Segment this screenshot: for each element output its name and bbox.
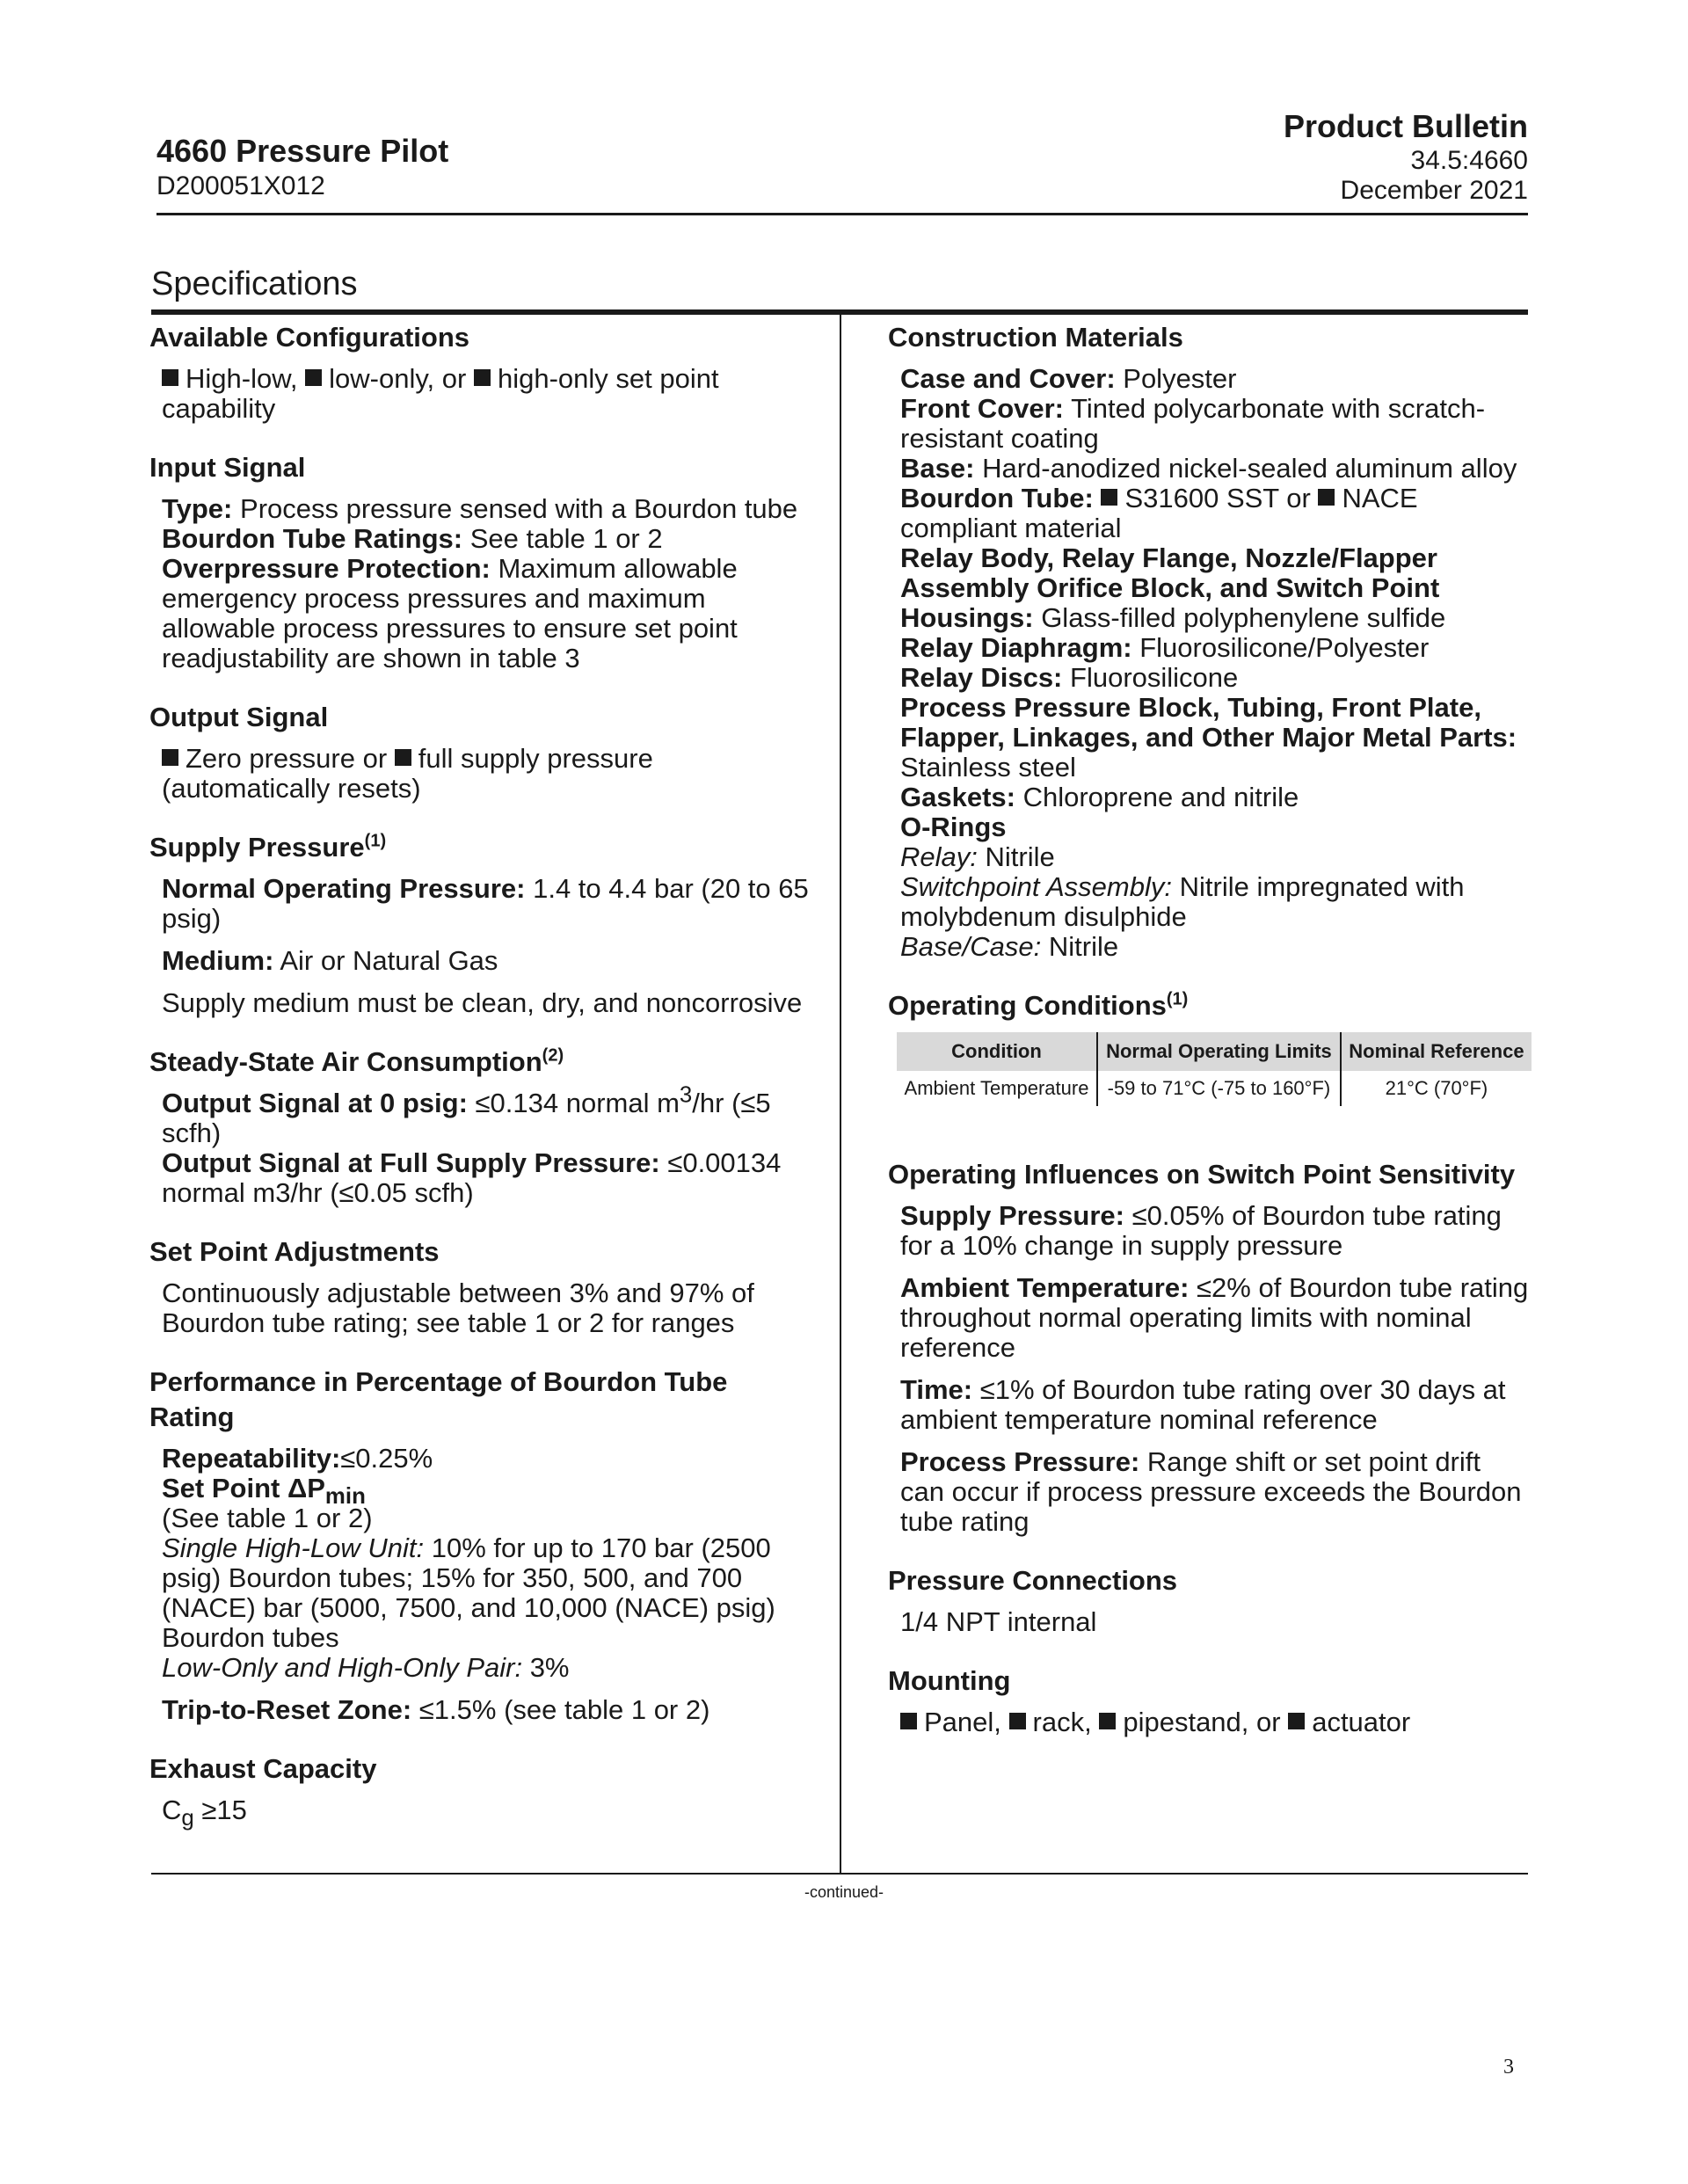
spec-label: Case and Cover:	[900, 363, 1116, 394]
spec-label: Process Pressure Block, Tubing, Front Plate, Flapper, Linkages, and Other Major Metal Parts:	[900, 692, 1517, 753]
option-text: Panel,	[924, 1707, 1001, 1737]
option-text: NACE compliant material	[900, 483, 1418, 543]
option-text: S31600 SST or	[1124, 483, 1311, 513]
checkbox-square-icon	[1288, 1713, 1305, 1729]
spec-label: Medium:	[162, 945, 274, 976]
spec-label: Output Signal at 0 psig:	[162, 1088, 468, 1118]
bulletin-label: Product Bulletin	[1284, 108, 1528, 144]
specifications-heading: Specifications	[151, 266, 358, 302]
exhaust-capacity-section	[149, 1751, 818, 1831]
column-divider	[840, 315, 841, 1873]
checkbox-square-icon	[305, 369, 322, 386]
section-text: Continuously adjustable between 3% and 97% of Bourdon tube rating; see table 1 or 2 for ranges	[162, 1278, 754, 1338]
checkbox-square-icon	[900, 1713, 917, 1729]
spec-value: Nitrile	[985, 841, 1055, 872]
spec-value: Nitrile impregnated with molybdenum disulphide	[900, 871, 1465, 932]
bottom-rule	[151, 1873, 1528, 1875]
subscript: min	[324, 1484, 366, 1510]
spec-value: ≤1% of Bourdon tube rating over 30 days at ambient temperature nominal reference	[900, 1374, 1506, 1435]
section-title-text: Operating Conditions	[888, 990, 1167, 1021]
spec-label: Process Pressure:	[900, 1446, 1140, 1477]
spec-value: Hard-anodized nickel-sealed aluminum alloy	[982, 453, 1517, 484]
spec-label: Base/Case:	[900, 931, 1042, 962]
set-point-section	[149, 1234, 818, 1338]
spec-label: Overpressure Protection:	[162, 553, 491, 584]
spec-value: Polyester	[1123, 363, 1237, 394]
spec-value: 3%	[529, 1652, 570, 1683]
header-rule	[156, 213, 1528, 215]
section-body	[149, 1444, 818, 1725]
option-text: Zero pressure or	[186, 743, 388, 774]
spec-value: Range shift or set point drift can occur if process pressure exceeds the Bourdon tube rating	[900, 1446, 1522, 1537]
spec-value: Stainless steel	[900, 752, 1076, 783]
spec-label: Base:	[900, 453, 975, 484]
column-header: Normal Operating Limits	[1097, 1032, 1341, 1071]
superscript: 3	[679, 1082, 693, 1108]
header-right	[1284, 107, 1528, 206]
option-text: rack,	[1032, 1707, 1092, 1737]
section-body	[888, 1707, 1530, 1737]
section-title-text: Supply Pressure	[149, 832, 365, 863]
spec-label: Ambient Temperature:	[900, 1272, 1190, 1303]
section-title: Set Point Adjustments	[149, 1236, 440, 1267]
spec-label: Relay Body, Relay Flange, Nozzle/Flapper Assembly Orifice Block, and Switch Point Housings:	[900, 542, 1440, 633]
spec-label: Single High-Low Unit:	[162, 1532, 425, 1563]
available-configurations-section	[149, 320, 818, 424]
header-left	[156, 132, 448, 202]
input-signal-section	[149, 450, 818, 673]
document-number: D200051X012	[156, 171, 325, 200]
spec-label: Front Cover:	[900, 393, 1064, 424]
spec-symbol: C	[162, 1795, 182, 1825]
option-text: high-only set point capability	[162, 363, 719, 424]
spec-label: Relay Discs:	[900, 662, 1063, 693]
spec-label: Trip-to-Reset Zone:	[162, 1694, 412, 1725]
mounting-section	[888, 1663, 1530, 1737]
spec-value: Process pressure sensed with a Bourdon tube	[240, 493, 798, 524]
spec-value: Fluorosilicone	[1070, 662, 1239, 693]
page-number: 3	[1503, 2056, 1514, 2078]
pressure-connections-section	[888, 1563, 1530, 1637]
subscript: g	[181, 1806, 194, 1831]
supply-pressure-section	[149, 830, 818, 1018]
bulletin-date: December 2021	[1340, 176, 1528, 205]
spec-label: Repeatability:	[162, 1443, 341, 1474]
spec-value: Air or Natural Gas	[280, 945, 498, 976]
section-body	[149, 1082, 818, 1208]
spec-label: Normal Operating Pressure:	[162, 873, 526, 904]
section-title: Mounting	[888, 1665, 1011, 1696]
checkbox-square-icon	[1318, 489, 1335, 506]
operating-conditions-section	[888, 988, 1530, 1106]
spec-note: Supply medium must be clean, dry, and noncorrosive	[162, 987, 803, 1018]
spec-value: Glass-filled polyphenylene sulfide	[1041, 602, 1446, 633]
spec-value: ≤0.25%	[340, 1443, 433, 1474]
spec-value: Fluorosilicone/Polyester	[1139, 632, 1430, 663]
spec-label: Output Signal at Full Supply Pressure:	[162, 1147, 660, 1178]
section-title	[888, 988, 1530, 1023]
table-cell: Ambient Temperature	[904, 1077, 1089, 1099]
option-text: low-only, or	[329, 363, 467, 394]
spec-value: ≤0.134 normal m	[475, 1088, 680, 1118]
spec-label: Type:	[162, 493, 233, 524]
spec-value: Tinted polycarbonate with scratch-resistant coating	[900, 393, 1486, 454]
column-header: Condition	[897, 1032, 1097, 1071]
table-cell: -59 to 71°C (-75 to 160°F)	[1097, 1071, 1341, 1106]
performance-section	[149, 1365, 818, 1725]
checkbox-square-icon	[1101, 489, 1117, 506]
spec-label: Time:	[900, 1374, 973, 1405]
section-body	[888, 1201, 1530, 1537]
bulletin-number: 34.5:4660	[1410, 146, 1528, 175]
right-column	[888, 320, 1530, 1764]
checkbox-square-icon	[1099, 1713, 1116, 1729]
spec-label: Gaskets:	[900, 782, 1015, 812]
section-title: Input Signal	[149, 452, 306, 483]
section-title: Pressure Connections	[888, 1565, 1178, 1596]
table-header-row	[897, 1032, 1532, 1071]
document-title: 4660 Pressure Pilot	[156, 133, 449, 169]
spec-value: Chloroprene and nitrile	[1022, 782, 1299, 812]
spec-label: Relay:	[900, 841, 978, 872]
spec-value: ≥15	[201, 1795, 247, 1825]
spec-label: Low-Only and High-Only Pair:	[162, 1652, 523, 1683]
spec-note: (See table 1 or 2)	[162, 1503, 373, 1533]
spec-label: Bourdon Tube:	[900, 483, 1094, 513]
table-row	[897, 1071, 1532, 1106]
column-header: Nominal Reference	[1341, 1032, 1532, 1071]
footnote-ref: (1)	[1166, 989, 1189, 1009]
option-text: pipestand, or	[1123, 1707, 1281, 1737]
spec-value: 1.4 to 4.4 bar (20 to 65 psig)	[162, 873, 809, 934]
section-body	[149, 1795, 818, 1831]
operating-conditions-table	[897, 1032, 1532, 1106]
section-text: 1/4 NPT internal	[900, 1606, 1097, 1637]
checkbox-square-icon	[474, 369, 491, 386]
spec-value: ≤1.5% (see table 1 or 2)	[418, 1694, 710, 1725]
spec-value: ≤2% of Bourdon tube rating throughout normal operating limits with nominal reference	[900, 1272, 1529, 1363]
section-title: Available Configurations	[149, 322, 470, 353]
checkbox-square-icon	[395, 749, 411, 766]
checkbox-square-icon	[162, 749, 178, 766]
section-body	[888, 364, 1530, 962]
section-body	[149, 364, 818, 424]
option-text: High-low,	[186, 363, 298, 394]
section-title: Exhaust Capacity	[149, 1753, 377, 1784]
section-title: Performance in Percentage of Bourdon Tube Rating	[149, 1366, 728, 1432]
section-body	[149, 494, 818, 673]
spec-label: Bourdon Tube Ratings:	[162, 523, 463, 554]
option-text: actuator	[1312, 1707, 1411, 1737]
section-title: Output Signal	[149, 702, 329, 732]
section-title: Construction Materials	[888, 322, 1183, 353]
section-title-text: Steady-State Air Consumption	[149, 1046, 542, 1077]
spec-label: Supply Pressure:	[900, 1200, 1124, 1231]
section-title	[149, 1045, 818, 1080]
operating-influences-section	[888, 1157, 1530, 1537]
section-title: Operating Influences on Switch Point Sensitivity	[888, 1159, 1516, 1190]
section-body	[149, 874, 818, 1018]
air-consumption-section	[149, 1045, 818, 1208]
footnote-ref: (1)	[364, 831, 387, 851]
spec-value: Nitrile	[1048, 931, 1119, 962]
section-body	[149, 744, 818, 804]
spec-value: /hr (≤5 scfh)	[162, 1088, 771, 1148]
spec-value: 10% for up to 170 bar (2500 psig) Bourdon tubes; 15% for 350, 500, and 700 (NACE) bar (5000, 7500, and 10,000 (NACE) psig) Bourdon tubes	[162, 1532, 775, 1653]
spec-value: ≤0.00134 normal m3/hr (≤0.05 scfh)	[162, 1147, 782, 1208]
section-title	[149, 830, 818, 865]
construction-materials-section	[888, 320, 1530, 962]
spec-value: Maximum allowable emergency process pressures and maximum allowable process pressures to ensure set point readjustability are shown in table 3	[162, 553, 738, 673]
continued-label: -continued-	[804, 1883, 884, 1901]
footnote-ref: (2)	[542, 1045, 564, 1066]
checkbox-square-icon	[162, 369, 178, 386]
spec-label: Set Point ΔP	[162, 1473, 325, 1503]
option-text: full supply pressure (automatically resets)	[162, 743, 653, 804]
spec-value: See table 1 or 2	[469, 523, 663, 554]
spec-label: Relay Diaphragm:	[900, 632, 1132, 663]
output-signal-section	[149, 700, 818, 804]
checkbox-square-icon	[1009, 1713, 1026, 1729]
left-column	[149, 320, 818, 1852]
spec-label: O-Rings	[900, 812, 1007, 842]
spec-value: ≤0.05% of Bourdon tube rating for a 10% change in supply pressure	[900, 1200, 1502, 1261]
table-cell: 21°C (70°F)	[1341, 1071, 1532, 1106]
spec-label: Switchpoint Assembly:	[900, 871, 1172, 902]
